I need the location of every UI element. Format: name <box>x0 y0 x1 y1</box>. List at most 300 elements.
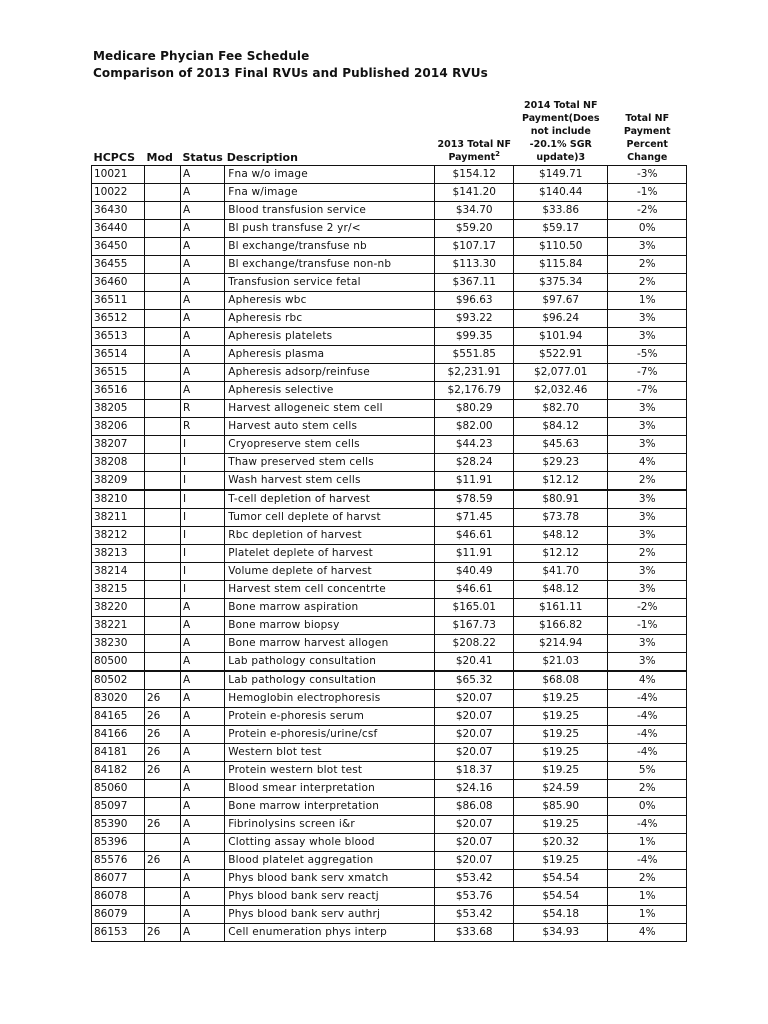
cell-description: Apheresis plasma <box>225 346 435 364</box>
table-row <box>92 509 687 527</box>
cell-mod <box>145 798 181 816</box>
table-row <box>92 454 687 472</box>
cell-status: A <box>181 690 225 708</box>
cell-hcpcs: 38211 <box>92 509 145 527</box>
cell-status: A <box>181 762 225 780</box>
cell-hcpcs: 38220 <box>92 599 145 617</box>
header-status: Status <box>181 99 225 166</box>
cell-percent-change: -2% <box>608 202 687 220</box>
cell-2014-payment: $19.25 <box>514 852 608 870</box>
cell-2013-payment: $165.01 <box>435 599 514 617</box>
table-row <box>92 346 687 364</box>
cell-status: A <box>181 816 225 834</box>
table-row <box>92 292 687 310</box>
cell-percent-change: 4% <box>608 924 687 942</box>
cell-hcpcs: 38215 <box>92 581 145 599</box>
cell-mod <box>145 653 181 672</box>
cell-percent-change: -4% <box>608 726 687 744</box>
cell-mod <box>145 527 181 545</box>
cell-2014-payment: $140.44 <box>514 184 608 202</box>
cell-description: Platelet deplete of harvest <box>225 545 435 563</box>
cell-description: Apheresis rbc <box>225 310 435 328</box>
cell-description: Tumor cell deplete of harvst <box>225 509 435 527</box>
cell-status: A <box>181 708 225 726</box>
cell-hcpcs: 86077 <box>92 870 145 888</box>
cell-2014-payment: $161.11 <box>514 599 608 617</box>
cell-description: Apheresis platelets <box>225 328 435 346</box>
cell-description: Cryopreserve stem cells <box>225 436 435 454</box>
cell-description: Protein western blot test <box>225 762 435 780</box>
cell-2014-payment: $73.78 <box>514 509 608 527</box>
cell-2014-payment: $21.03 <box>514 653 608 672</box>
table-row <box>92 888 687 906</box>
cell-status: A <box>181 852 225 870</box>
cell-2013-payment: $34.70 <box>435 202 514 220</box>
cell-mod <box>145 888 181 906</box>
cell-2014-payment: $41.70 <box>514 563 608 581</box>
cell-mod <box>145 780 181 798</box>
cell-description: Apheresis wbc <box>225 292 435 310</box>
cell-description: Blood smear interpretation <box>225 780 435 798</box>
cell-2013-payment: $46.61 <box>435 581 514 599</box>
header-description: Description <box>225 99 435 166</box>
cell-hcpcs: 10021 <box>92 166 145 184</box>
cell-hcpcs: 84166 <box>92 726 145 744</box>
cell-2013-payment: $93.22 <box>435 310 514 328</box>
cell-hcpcs: 38230 <box>92 635 145 653</box>
cell-description: Apheresis selective <box>225 382 435 400</box>
cell-2013-payment: $33.68 <box>435 924 514 942</box>
cell-status: A <box>181 202 225 220</box>
cell-description: Hemoglobin electrophoresis <box>225 690 435 708</box>
cell-hcpcs: 84181 <box>92 744 145 762</box>
header-hcpcs: HCPCS <box>92 99 145 166</box>
cell-percent-change: 0% <box>608 798 687 816</box>
cell-mod <box>145 581 181 599</box>
cell-mod <box>145 563 181 581</box>
cell-hcpcs: 38213 <box>92 545 145 563</box>
table-row <box>92 671 687 690</box>
cell-hcpcs: 85060 <box>92 780 145 798</box>
table-row <box>92 418 687 436</box>
cell-status: A <box>181 382 225 400</box>
cell-mod <box>145 599 181 617</box>
cell-2014-payment: $214.94 <box>514 635 608 653</box>
table-row <box>92 726 687 744</box>
cell-percent-change: 1% <box>608 906 687 924</box>
cell-description: Western blot test <box>225 744 435 762</box>
cell-2014-payment: $19.25 <box>514 726 608 744</box>
cell-2014-payment: $12.12 <box>514 472 608 491</box>
cell-2014-payment: $101.94 <box>514 328 608 346</box>
cell-status: A <box>181 888 225 906</box>
table-row <box>92 690 687 708</box>
cell-2013-payment: $53.76 <box>435 888 514 906</box>
cell-status: I <box>181 472 225 491</box>
table-row <box>92 635 687 653</box>
cell-2014-payment: $115.84 <box>514 256 608 274</box>
cell-status: A <box>181 364 225 382</box>
cell-2013-payment: $86.08 <box>435 798 514 816</box>
cell-description: Fna w/o image <box>225 166 435 184</box>
cell-2013-payment: $71.45 <box>435 509 514 527</box>
cell-2014-payment: $2,032.46 <box>514 382 608 400</box>
cell-mod: 26 <box>145 726 181 744</box>
cell-description: Bone marrow aspiration <box>225 599 435 617</box>
cell-mod <box>145 635 181 653</box>
cell-status: A <box>181 635 225 653</box>
cell-2014-payment: $97.67 <box>514 292 608 310</box>
header-2014-payment: 2014 Total NF Payment(Does not include -20.1% SGR update)3 <box>514 99 608 166</box>
table-row <box>92 852 687 870</box>
table-row <box>92 238 687 256</box>
cell-hcpcs: 36513 <box>92 328 145 346</box>
cell-2013-payment: $367.11 <box>435 274 514 292</box>
cell-2013-payment: $20.07 <box>435 726 514 744</box>
cell-hcpcs: 38214 <box>92 563 145 581</box>
cell-2013-payment: $20.07 <box>435 708 514 726</box>
cell-description: Bl exchange/transfuse nb <box>225 238 435 256</box>
cell-2013-payment: $78.59 <box>435 490 514 509</box>
cell-hcpcs: 38206 <box>92 418 145 436</box>
cell-percent-change: 2% <box>608 256 687 274</box>
cell-2014-payment: $59.17 <box>514 220 608 238</box>
table-row <box>92 599 687 617</box>
cell-2013-payment: $208.22 <box>435 635 514 653</box>
table-body <box>92 166 687 942</box>
cell-2013-payment: $154.12 <box>435 166 514 184</box>
cell-percent-change: -3% <box>608 166 687 184</box>
cell-2013-payment: $40.49 <box>435 563 514 581</box>
cell-hcpcs: 36511 <box>92 292 145 310</box>
cell-percent-change: 4% <box>608 454 687 472</box>
cell-mod <box>145 400 181 418</box>
cell-percent-change: -4% <box>608 744 687 762</box>
table-row <box>92 545 687 563</box>
cell-mod: 26 <box>145 924 181 942</box>
cell-hcpcs: 84165 <box>92 708 145 726</box>
cell-hcpcs: 84182 <box>92 762 145 780</box>
cell-percent-change: 3% <box>608 490 687 509</box>
cell-percent-change: 3% <box>608 527 687 545</box>
cell-percent-change: 3% <box>608 635 687 653</box>
document-title: Medicare Phycian Fee Schedule <box>93 49 310 63</box>
cell-2013-payment: $20.07 <box>435 690 514 708</box>
cell-2014-payment: $19.25 <box>514 708 608 726</box>
cell-hcpcs: 38210 <box>92 490 145 509</box>
cell-description: Phys blood bank serv xmatch <box>225 870 435 888</box>
cell-percent-change: 3% <box>608 328 687 346</box>
cell-status: A <box>181 310 225 328</box>
cell-status: A <box>181 780 225 798</box>
cell-description: Rbc depletion of harvest <box>225 527 435 545</box>
cell-2014-payment: $68.08 <box>514 671 608 690</box>
cell-status: I <box>181 490 225 509</box>
cell-hcpcs: 80502 <box>92 671 145 690</box>
cell-mod <box>145 292 181 310</box>
cell-hcpcs: 36512 <box>92 310 145 328</box>
table-row <box>92 382 687 400</box>
cell-2014-payment: $54.54 <box>514 888 608 906</box>
cell-description: T-cell depletion of harvest <box>225 490 435 509</box>
cell-status: A <box>181 238 225 256</box>
table-row <box>92 274 687 292</box>
cell-2014-payment: $29.23 <box>514 454 608 472</box>
cell-mod <box>145 472 181 491</box>
table-row <box>92 472 687 491</box>
cell-hcpcs: 86153 <box>92 924 145 942</box>
cell-2013-payment: $80.29 <box>435 400 514 418</box>
cell-status: I <box>181 527 225 545</box>
cell-2014-payment: $54.54 <box>514 870 608 888</box>
cell-percent-change: -4% <box>608 690 687 708</box>
cell-percent-change: -4% <box>608 852 687 870</box>
cell-hcpcs: 85390 <box>92 816 145 834</box>
cell-status: A <box>181 924 225 942</box>
table-row <box>92 581 687 599</box>
cell-mod: 26 <box>145 744 181 762</box>
cell-description: Bone marrow interpretation <box>225 798 435 816</box>
cell-2013-payment: $20.07 <box>435 852 514 870</box>
cell-percent-change: -4% <box>608 816 687 834</box>
cell-status: A <box>181 798 225 816</box>
table-row <box>92 400 687 418</box>
cell-2013-payment: $2,231.91 <box>435 364 514 382</box>
cell-percent-change: 2% <box>608 545 687 563</box>
cell-status: I <box>181 436 225 454</box>
cell-2014-payment: $80.91 <box>514 490 608 509</box>
cell-mod <box>145 184 181 202</box>
cell-2013-payment: $20.07 <box>435 816 514 834</box>
cell-status: I <box>181 545 225 563</box>
cell-hcpcs: 36430 <box>92 202 145 220</box>
table-row <box>92 220 687 238</box>
table-row <box>92 328 687 346</box>
cell-hcpcs: 36516 <box>92 382 145 400</box>
cell-percent-change: -1% <box>608 184 687 202</box>
cell-status: A <box>181 292 225 310</box>
cell-description: Phys blood bank serv reactj <box>225 888 435 906</box>
cell-status: A <box>181 870 225 888</box>
cell-percent-change: 3% <box>608 238 687 256</box>
cell-hcpcs: 80500 <box>92 653 145 672</box>
cell-description: Protein e-phoresis/urine/csf <box>225 726 435 744</box>
cell-2013-payment: $167.73 <box>435 617 514 635</box>
cell-description: Apheresis adsorp/reinfuse <box>225 364 435 382</box>
cell-hcpcs: 38209 <box>92 472 145 491</box>
cell-hcpcs: 36440 <box>92 220 145 238</box>
cell-mod <box>145 364 181 382</box>
cell-mod <box>145 256 181 274</box>
cell-2014-payment: $19.25 <box>514 690 608 708</box>
cell-hcpcs: 10022 <box>92 184 145 202</box>
table-header-row <box>92 99 687 166</box>
cell-description: Transfusion service fetal <box>225 274 435 292</box>
table-row <box>92 653 687 672</box>
cell-status: A <box>181 166 225 184</box>
cell-2014-payment: $12.12 <box>514 545 608 563</box>
cell-percent-change: 3% <box>608 310 687 328</box>
cell-mod <box>145 418 181 436</box>
cell-percent-change: 3% <box>608 509 687 527</box>
cell-description: Volume deplete of harvest <box>225 563 435 581</box>
cell-description: Lab pathology consultation <box>225 671 435 690</box>
cell-percent-change: 3% <box>608 418 687 436</box>
cell-2014-payment: $375.34 <box>514 274 608 292</box>
document-subtitle: Comparison of 2013 Final RVUs and Published 2014 RVUs <box>93 66 488 80</box>
cell-hcpcs: 36450 <box>92 238 145 256</box>
cell-2013-payment: $551.85 <box>435 346 514 364</box>
cell-mod <box>145 328 181 346</box>
cell-description: Wash harvest stem cells <box>225 472 435 491</box>
cell-2014-payment: $48.12 <box>514 527 608 545</box>
cell-percent-change: 0% <box>608 220 687 238</box>
cell-2013-payment: $20.07 <box>435 834 514 852</box>
table-row <box>92 906 687 924</box>
cell-2013-payment: $141.20 <box>435 184 514 202</box>
table-row <box>92 798 687 816</box>
cell-2013-payment: $28.24 <box>435 454 514 472</box>
table-row <box>92 780 687 798</box>
cell-description: Bl push transfuse 2 yr/< <box>225 220 435 238</box>
table-row <box>92 310 687 328</box>
cell-percent-change: -2% <box>608 599 687 617</box>
cell-percent-change: 4% <box>608 671 687 690</box>
header-mod: Mod <box>145 99 181 166</box>
cell-description: Fna w/image <box>225 184 435 202</box>
cell-percent-change: -7% <box>608 382 687 400</box>
cell-2014-payment: $48.12 <box>514 581 608 599</box>
cell-2013-payment: $53.42 <box>435 906 514 924</box>
cell-mod <box>145 906 181 924</box>
cell-description: Harvest allogeneic stem cell <box>225 400 435 418</box>
cell-mod <box>145 870 181 888</box>
cell-percent-change: 2% <box>608 870 687 888</box>
cell-hcpcs: 38212 <box>92 527 145 545</box>
cell-status: A <box>181 184 225 202</box>
cell-2014-payment: $166.82 <box>514 617 608 635</box>
cell-percent-change: 3% <box>608 563 687 581</box>
cell-2013-payment: $65.32 <box>435 671 514 690</box>
cell-hcpcs: 36514 <box>92 346 145 364</box>
cell-2014-payment: $84.12 <box>514 418 608 436</box>
cell-mod: 26 <box>145 816 181 834</box>
cell-description: Lab pathology consultation <box>225 653 435 672</box>
cell-description: Harvest stem cell concentrte <box>225 581 435 599</box>
cell-mod <box>145 509 181 527</box>
cell-description: Bone marrow harvest allogen <box>225 635 435 653</box>
cell-hcpcs: 36455 <box>92 256 145 274</box>
cell-status: A <box>181 346 225 364</box>
table-row <box>92 364 687 382</box>
cell-mod <box>145 346 181 364</box>
header-2013-payment-footnote: 2 <box>495 149 501 158</box>
fee-schedule-table <box>91 99 687 942</box>
cell-description: Blood platelet aggregation <box>225 852 435 870</box>
cell-mod <box>145 454 181 472</box>
cell-mod: 26 <box>145 852 181 870</box>
cell-percent-change: 2% <box>608 472 687 491</box>
cell-hcpcs: 85576 <box>92 852 145 870</box>
cell-hcpcs: 86078 <box>92 888 145 906</box>
cell-status: R <box>181 400 225 418</box>
cell-mod <box>145 382 181 400</box>
cell-2014-payment: $45.63 <box>514 436 608 454</box>
cell-percent-change: 3% <box>608 400 687 418</box>
cell-mod <box>145 490 181 509</box>
cell-status: A <box>181 671 225 690</box>
cell-2013-payment: $18.37 <box>435 762 514 780</box>
cell-description: Blood transfusion service <box>225 202 435 220</box>
cell-2013-payment: $20.41 <box>435 653 514 672</box>
cell-2014-payment: $2,077.01 <box>514 364 608 382</box>
cell-hcpcs: 83020 <box>92 690 145 708</box>
cell-status: A <box>181 328 225 346</box>
cell-description: Fibrinolysins screen i&r <box>225 816 435 834</box>
cell-status: A <box>181 220 225 238</box>
cell-mod: 26 <box>145 708 181 726</box>
cell-hcpcs: 38221 <box>92 617 145 635</box>
cell-mod: 26 <box>145 690 181 708</box>
header-2013-payment-label: 2013 Total NF Payment <box>437 139 511 163</box>
cell-description: Bone marrow biopsy <box>225 617 435 635</box>
cell-percent-change: 1% <box>608 888 687 906</box>
cell-2014-payment: $24.59 <box>514 780 608 798</box>
table-row <box>92 166 687 184</box>
table-row <box>92 436 687 454</box>
cell-status: A <box>181 274 225 292</box>
cell-2013-payment: $107.17 <box>435 238 514 256</box>
cell-2013-payment: $2,176.79 <box>435 382 514 400</box>
cell-2013-payment: $96.63 <box>435 292 514 310</box>
cell-2013-payment: $82.00 <box>435 418 514 436</box>
cell-percent-change: 1% <box>608 834 687 852</box>
cell-description: Protein e-phoresis serum <box>225 708 435 726</box>
cell-hcpcs: 86079 <box>92 906 145 924</box>
header-2013-payment <box>435 99 514 166</box>
cell-status: I <box>181 563 225 581</box>
cell-mod <box>145 310 181 328</box>
cell-mod <box>145 238 181 256</box>
cell-hcpcs: 38207 <box>92 436 145 454</box>
cell-2014-payment: $33.86 <box>514 202 608 220</box>
table-row <box>92 256 687 274</box>
cell-2013-payment: $99.35 <box>435 328 514 346</box>
cell-2013-payment: $11.91 <box>435 472 514 491</box>
cell-percent-change: -1% <box>608 617 687 635</box>
cell-2014-payment: $522.91 <box>514 346 608 364</box>
cell-status: A <box>181 653 225 672</box>
cell-hcpcs: 85097 <box>92 798 145 816</box>
cell-percent-change: -5% <box>608 346 687 364</box>
cell-description: Clotting assay whole blood <box>225 834 435 852</box>
cell-percent-change: 1% <box>608 292 687 310</box>
table-row <box>92 563 687 581</box>
cell-percent-change: 3% <box>608 653 687 672</box>
cell-mod <box>145 617 181 635</box>
cell-2013-payment: $11.91 <box>435 545 514 563</box>
cell-mod: 26 <box>145 762 181 780</box>
cell-status: I <box>181 509 225 527</box>
cell-2014-payment: $19.25 <box>514 816 608 834</box>
cell-2013-payment: $53.42 <box>435 870 514 888</box>
cell-status: A <box>181 599 225 617</box>
cell-2014-payment: $96.24 <box>514 310 608 328</box>
cell-mod <box>145 671 181 690</box>
cell-description: Thaw preserved stem cells <box>225 454 435 472</box>
cell-2014-payment: $34.93 <box>514 924 608 942</box>
cell-percent-change: 2% <box>608 780 687 798</box>
